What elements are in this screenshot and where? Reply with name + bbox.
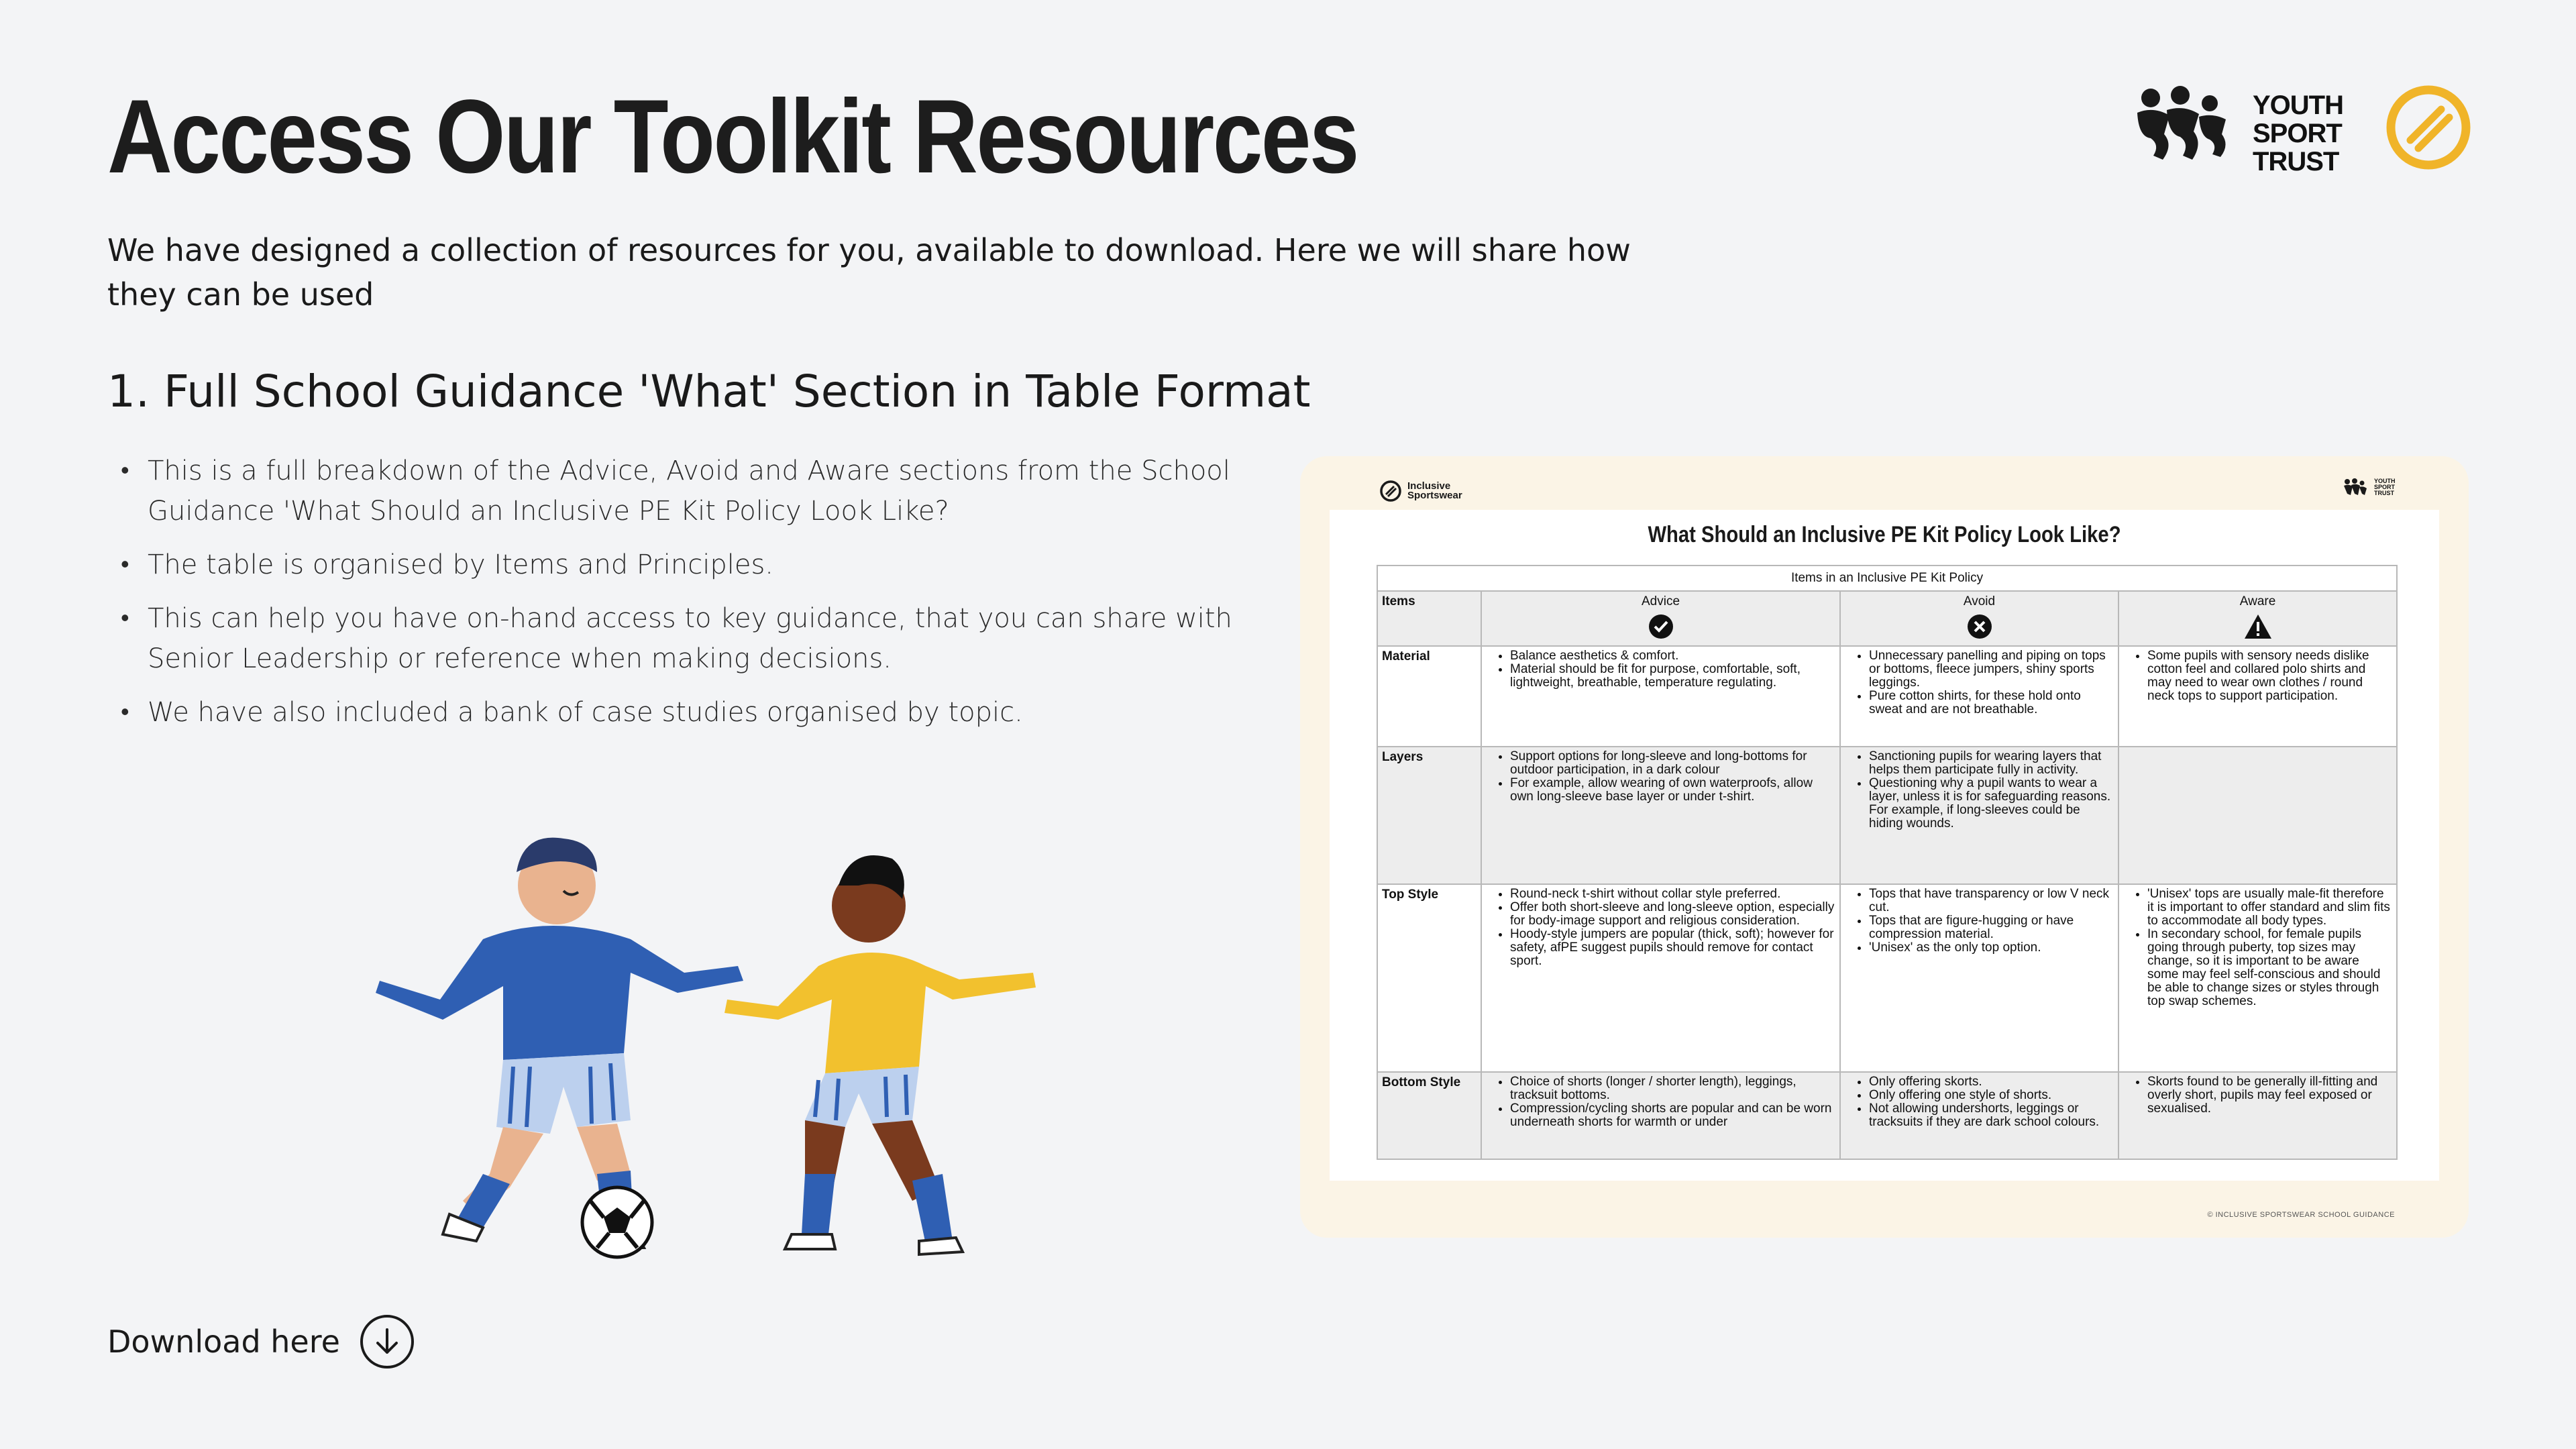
inclusive-sportswear-icon — [2385, 84, 2472, 171]
check-circle-icon — [1648, 613, 1674, 640]
document-page — [1330, 510, 2439, 1181]
table-row — [1377, 884, 2397, 1072]
cell-item: • For example, allow wearing of own waterproofs, allow own long-sleeve base layer or under t-shirt. — [1510, 777, 1835, 804]
cell-item: • Not allowing undershorts, leggings or tracksuits if they are dark school colours. — [1869, 1102, 2114, 1129]
footballers-illustration — [282, 771, 1087, 1281]
cell-item: • Offer both short-sleeve and long-sleeve option, especially for body-image support and religious consideration. — [1510, 901, 1835, 928]
row-label: Material — [1377, 646, 1481, 747]
yst-small-line-3: TRUST — [2374, 489, 2394, 496]
cell-item: • Round-neck t-shirt without collar style preferred. — [1510, 888, 1835, 901]
cell-item: • Tops that are figure-hugging or have compression material. — [1869, 914, 2114, 941]
page-title: Access Our Toolkit Resources — [107, 78, 1358, 195]
row-label: Bottom Style — [1377, 1072, 1481, 1159]
football-icon — [582, 1187, 652, 1257]
cell-item: • In secondary school, for female pupils going through puberty, top sizes may change, so it is important to be aware some may feel self-conscious and should be able to change sizes or styles through top swap schemes. — [2147, 928, 2392, 1008]
yst-small-logo — [2343, 478, 2396, 496]
yst-small-line-2: SPORT — [2374, 483, 2396, 490]
cell-item: • Choice of shorts (longer / shorter length), leggings, tracksuit bottoms. — [1510, 1075, 1835, 1102]
table-row — [1377, 646, 2397, 747]
bullet-item: • This is a full breakdown of the Advice, Avoid and Aware sections from the School Guidance 'What Should an Inclusive PE Kit Policy Look Like? — [121, 451, 1275, 531]
column-header-aware — [2118, 591, 2397, 646]
yst-line-sport: SPORT — [2253, 119, 2342, 148]
guidance-table — [1377, 565, 2398, 1160]
cell-item: • Sanctioning pupils for wearing layers that helps them participate fully in activity. — [1869, 750, 2114, 777]
row-label: Layers — [1377, 747, 1481, 884]
yellow-player-figure — [724, 855, 1036, 1254]
section-bullet-list — [121, 451, 1275, 746]
blue-player-figure — [376, 838, 743, 1248]
warning-triangle-icon — [2243, 613, 2273, 640]
cell-item: • 'Unisex' as the only top option. — [1869, 941, 2114, 955]
brand-line-1: Inclusive — [1407, 480, 1451, 492]
column-label: Advice — [1641, 594, 1680, 608]
document-title: What Should an Inclusive PE Kit Policy Look Like? — [1648, 522, 2121, 547]
column-label: Avoid — [1963, 594, 1996, 608]
column-label: Aware — [2239, 594, 2276, 608]
cell-item: • Skorts found to be generally ill-fitting and overly short, pupils may feel exposed or sexualised. — [2147, 1075, 2392, 1116]
cell-item: • Material should be fit for purpose, comfortable, soft, lightweight, breathable, temperature regulating. — [1510, 663, 1835, 690]
youth-sport-trust-wordmark — [2253, 91, 2343, 176]
bullet-item: • The table is organised by Items and Principles. — [121, 545, 1275, 585]
cell-item: • Hoody-style jumpers are popular (thick, soft); however for safety, afPE suggest pupils should remove for contact sport. — [1510, 928, 1835, 968]
cell-item: • 'Unisex' tops are usually male-fit therefore it is important to offer standard and slim fits to accommodate all body types. — [2147, 888, 2392, 928]
bullet-item: • This can help you have on-hand access to key guidance, that you can share with Senior Leadership or reference when making decisions. — [121, 598, 1275, 679]
yst-small-line-1: YOUTH — [2374, 477, 2396, 484]
cell-item: • Tops that have transparency or low V neck cut. — [1869, 888, 2114, 914]
document-preview-card[interactable] — [1300, 456, 2469, 1238]
cell-item: • Support options for long-sleeve and long-bottoms for outdoor participation, in a dark colour — [1510, 750, 1835, 777]
document-footer: © INCLUSIVE SPORTSWEAR SCHOOL GUIDANCE — [2207, 1211, 2395, 1219]
table-row — [1377, 747, 2397, 884]
table-row — [1377, 1072, 2397, 1159]
download-label: Download here — [107, 1324, 340, 1360]
inclusive-sportswear-small-icon — [1379, 480, 1402, 502]
cell-item: • Only offering one style of shorts. — [1869, 1089, 2114, 1102]
yst-line-youth: YOUTH — [2253, 91, 2343, 120]
items-header: Items — [1377, 591, 1481, 646]
yst-small-icon — [2343, 478, 2370, 496]
column-header-advice — [1481, 591, 1840, 646]
cell-item: • Balance aesthetics & comfort. — [1510, 649, 1835, 663]
download-link[interactable] — [107, 1315, 414, 1368]
cross-circle-icon — [1966, 613, 1993, 640]
intro-text: We have designed a collection of resources for you, available to download. Here we will share how they can be used — [107, 232, 1631, 313]
inclusive-sportswear-logo — [1379, 480, 1462, 502]
yst-line-trust: TRUST — [2253, 147, 2339, 176]
table-caption: Items in an Inclusive PE Kit Policy — [1377, 566, 2397, 591]
column-header-avoid — [1840, 591, 2118, 646]
cell-item: • Compression/cycling shorts are popular and can be worn underneath shorts for warmth or under — [1510, 1102, 1835, 1129]
brand-line-2: Sportswear — [1407, 490, 1462, 501]
section-title: 1. Full School Guidance 'What' Section in Table Format — [107, 366, 1311, 417]
cell-item: • Only offering skorts. — [1869, 1075, 2114, 1089]
cell-item: • Some pupils with sensory needs dislike cotton feel and collared polo shirts and may need to wear own clothes / round neck tops to support participation. — [2147, 649, 2392, 703]
bullet-item: • We have also included a bank of case studies organised by topic. — [121, 692, 1275, 733]
row-label: Top Style — [1377, 884, 1481, 1072]
cell-item: • Pure cotton shirts, for these hold onto sweat and are not breathable. — [1869, 690, 2114, 716]
cell-item: • Unnecessary panelling and piping on tops or bottoms, fleece jumpers, shiny sports leggings. — [1869, 649, 2114, 690]
cell-item: • Questioning why a pupil wants to wear a layer, unless it is for safeguarding reasons. For example, if long-sleeves could be hiding wounds. — [1869, 777, 2114, 830]
arrow-down-circle-icon[interactable] — [360, 1315, 414, 1368]
